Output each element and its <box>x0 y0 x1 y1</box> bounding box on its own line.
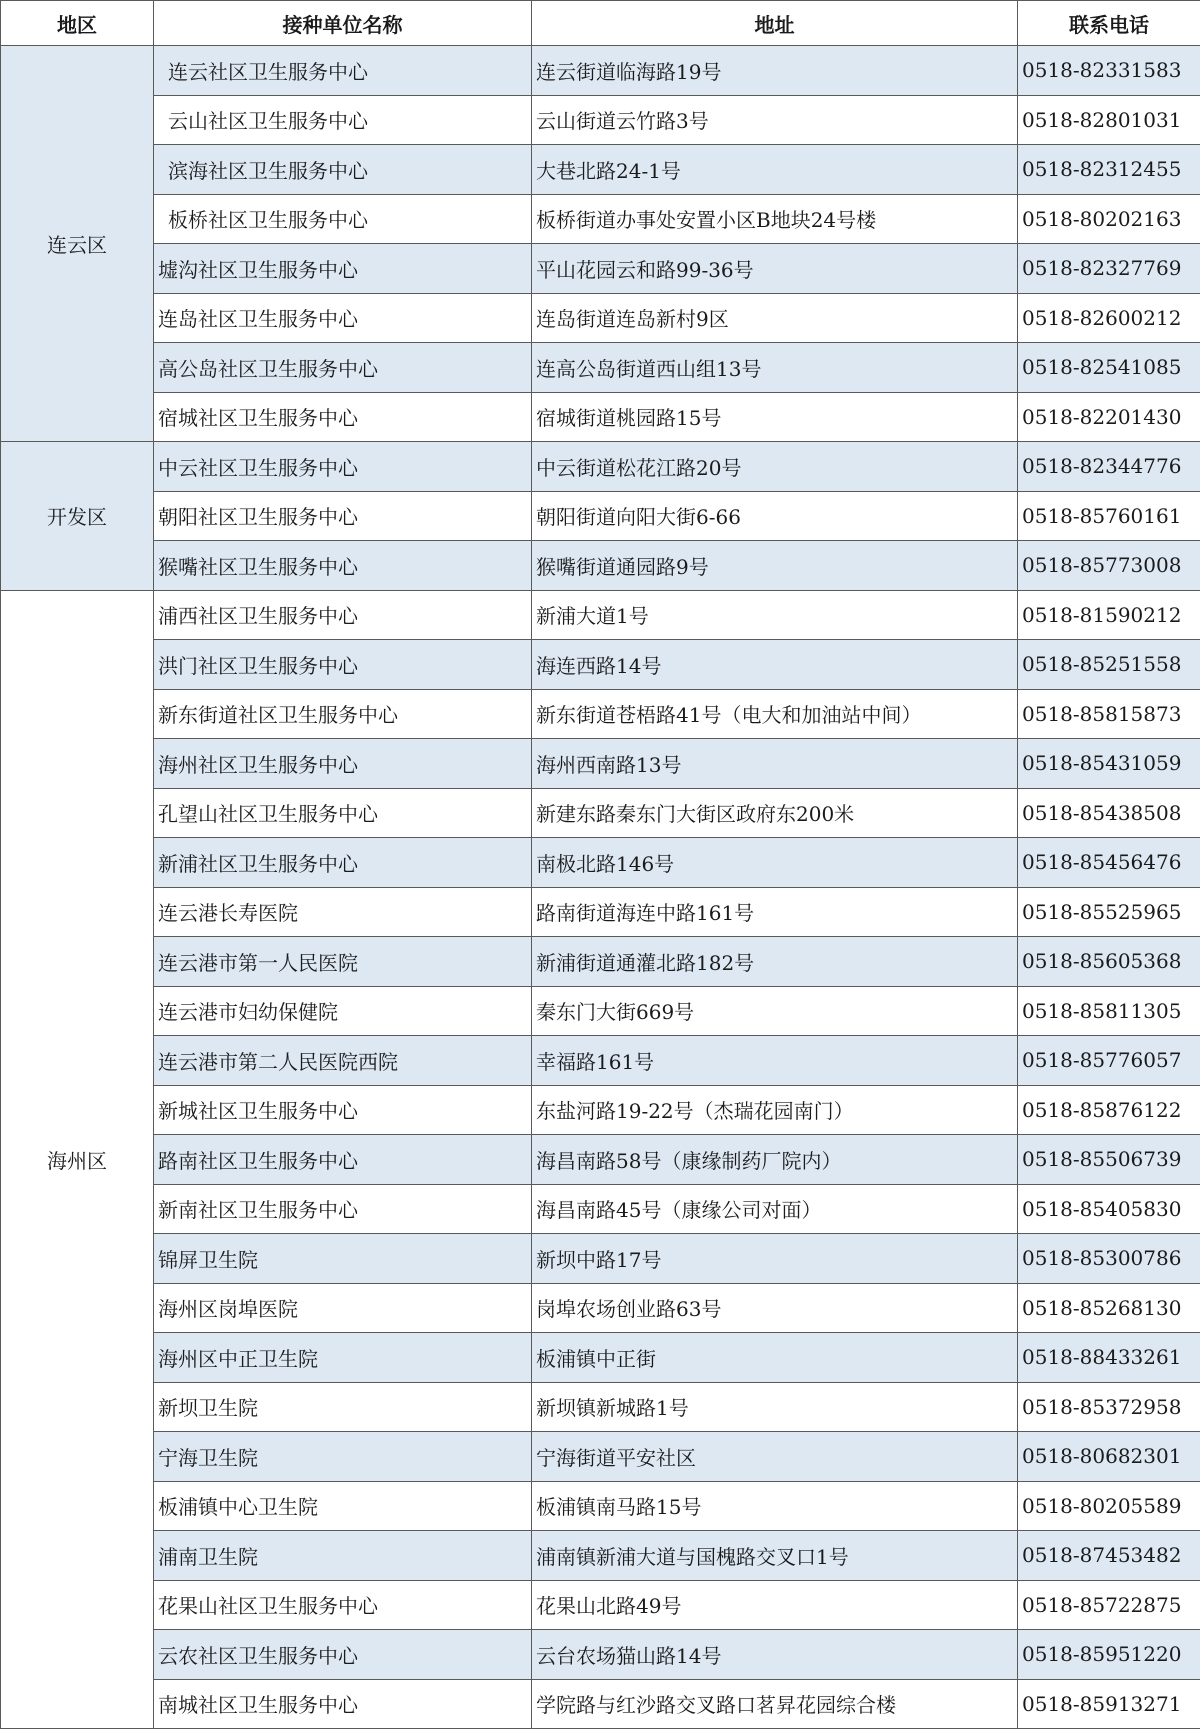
site-name-cell: 连云社区卫生服务中心 <box>154 46 532 96</box>
table-row <box>1 838 1200 888</box>
region-cell: 连云区 <box>1 46 154 442</box>
site-name-cell: 新坝卫生院 <box>154 1382 532 1432</box>
site-name-cell: 宿城社区卫生服务中心 <box>154 392 532 442</box>
phone-cell: 0518-82327769 <box>1018 244 1200 294</box>
phone-cell: 0518-82801031 <box>1018 95 1200 145</box>
table-row <box>1 244 1200 294</box>
table-row <box>1 986 1200 1036</box>
site-name-cell: 板桥社区卫生服务中心 <box>154 194 532 244</box>
region-cell: 海州区 <box>1 590 154 1729</box>
phone-cell: 0518-82312455 <box>1018 145 1200 195</box>
site-name-cell: 朝阳社区卫生服务中心 <box>154 491 532 541</box>
site-name-cell: 连云港长寿医院 <box>154 887 532 937</box>
address-cell: 云台农场猫山路14号 <box>532 1630 1018 1680</box>
address-cell: 新东街道苍梧路41号（电大和加油站中间） <box>532 689 1018 739</box>
table-row <box>1 1333 1200 1383</box>
address-cell: 板浦镇中正街 <box>532 1333 1018 1383</box>
site-name-cell: 板浦镇中心卫生院 <box>154 1481 532 1531</box>
site-name-cell: 新浦社区卫生服务中心 <box>154 838 532 888</box>
phone-cell: 0518-82201430 <box>1018 392 1200 442</box>
phone-cell: 0518-82331583 <box>1018 46 1200 96</box>
table-row <box>1 1036 1200 1086</box>
table-row <box>1 1184 1200 1234</box>
phone-cell: 0518-82541085 <box>1018 343 1200 393</box>
address-cell: 花果山北路49号 <box>532 1580 1018 1630</box>
site-name-cell: 南城社区卫生服务中心 <box>154 1679 532 1729</box>
phone-cell: 0518-85506739 <box>1018 1135 1200 1185</box>
region-cell: 开发区 <box>1 442 154 591</box>
phone-cell: 0518-85372958 <box>1018 1382 1200 1432</box>
table-body <box>1 46 1200 1729</box>
phone-cell: 0518-88433261 <box>1018 1333 1200 1383</box>
address-cell: 云山街道云竹路3号 <box>532 95 1018 145</box>
phone-cell: 0518-85525965 <box>1018 887 1200 937</box>
address-cell: 连岛街道连岛新村9区 <box>532 293 1018 343</box>
address-cell: 板浦镇南马路15号 <box>532 1481 1018 1531</box>
table-row <box>1 590 1200 640</box>
phone-cell: 0518-82600212 <box>1018 293 1200 343</box>
phone-cell: 0518-85405830 <box>1018 1184 1200 1234</box>
phone-cell: 0518-80205589 <box>1018 1481 1200 1531</box>
address-cell: 秦东门大街669号 <box>532 986 1018 1036</box>
site-name-cell: 墟沟社区卫生服务中心 <box>154 244 532 294</box>
table-row <box>1 1085 1200 1135</box>
table-row <box>1 46 1200 96</box>
address-cell: 岗埠农场创业路63号 <box>532 1283 1018 1333</box>
table-row <box>1 689 1200 739</box>
phone-cell: 0518-87453482 <box>1018 1531 1200 1581</box>
address-cell: 浦南镇新浦大道与国槐路交叉口1号 <box>532 1531 1018 1581</box>
address-cell: 海连西路14号 <box>532 640 1018 690</box>
address-cell: 学院路与红沙路交叉路口茗昇花园综合楼 <box>532 1679 1018 1729</box>
site-name-cell: 宁海卫生院 <box>154 1432 532 1482</box>
table-row <box>1 887 1200 937</box>
table-row <box>1 1135 1200 1185</box>
table-row <box>1 293 1200 343</box>
table-row <box>1 1481 1200 1531</box>
table-row <box>1 541 1200 591</box>
table-row <box>1 1283 1200 1333</box>
address-cell: 连云街道临海路19号 <box>532 46 1018 96</box>
address-cell: 连高公岛街道西山组13号 <box>532 343 1018 393</box>
address-cell: 新坝镇新城路1号 <box>532 1382 1018 1432</box>
table-row <box>1 491 1200 541</box>
header-site-name: 接种单位名称 <box>154 1 532 46</box>
address-cell: 平山花园云和路99-36号 <box>532 244 1018 294</box>
table-row <box>1 937 1200 987</box>
site-name-cell: 滨海社区卫生服务中心 <box>154 145 532 195</box>
table-row <box>1 1234 1200 1284</box>
table-row <box>1 1630 1200 1680</box>
phone-cell: 0518-85456476 <box>1018 838 1200 888</box>
site-name-cell: 连云港市妇幼保健院 <box>154 986 532 1036</box>
site-name-cell: 中云社区卫生服务中心 <box>154 442 532 492</box>
table-row <box>1 1580 1200 1630</box>
table-row <box>1 739 1200 789</box>
address-cell: 新坝中路17号 <box>532 1234 1018 1284</box>
phone-cell: 0518-85722875 <box>1018 1580 1200 1630</box>
header-phone: 联系电话 <box>1018 1 1200 46</box>
address-cell: 大巷北路24-1号 <box>532 145 1018 195</box>
site-name-cell: 海州区中正卫生院 <box>154 1333 532 1383</box>
site-name-cell: 海州社区卫生服务中心 <box>154 739 532 789</box>
address-cell: 中云街道松花江路20号 <box>532 442 1018 492</box>
address-cell: 南极北路146号 <box>532 838 1018 888</box>
phone-cell: 0518-80202163 <box>1018 194 1200 244</box>
table-row <box>1 343 1200 393</box>
phone-cell: 0518-85913271 <box>1018 1679 1200 1729</box>
site-name-cell: 连岛社区卫生服务中心 <box>154 293 532 343</box>
address-cell: 新建东路秦东门大街区政府东200米 <box>532 788 1018 838</box>
phone-cell: 0518-85773008 <box>1018 541 1200 591</box>
address-cell: 猴嘴街道通园路9号 <box>532 541 1018 591</box>
address-cell: 朝阳街道向阳大街6-66 <box>532 491 1018 541</box>
table-row <box>1 95 1200 145</box>
table-row <box>1 194 1200 244</box>
site-name-cell: 海州区岗埠医院 <box>154 1283 532 1333</box>
phone-cell: 0518-85438508 <box>1018 788 1200 838</box>
site-name-cell: 新东街道社区卫生服务中心 <box>154 689 532 739</box>
table-row <box>1 1679 1200 1729</box>
site-name-cell: 洪门社区卫生服务中心 <box>154 640 532 690</box>
site-name-cell: 云农社区卫生服务中心 <box>154 1630 532 1680</box>
table-row <box>1 640 1200 690</box>
phone-cell: 0518-85815873 <box>1018 689 1200 739</box>
table-row <box>1 1432 1200 1482</box>
phone-cell: 0518-85876122 <box>1018 1085 1200 1135</box>
table-row <box>1 788 1200 838</box>
site-name-cell: 猴嘴社区卫生服务中心 <box>154 541 532 591</box>
table-row <box>1 392 1200 442</box>
phone-cell: 0518-85951220 <box>1018 1630 1200 1680</box>
site-name-cell: 新城社区卫生服务中心 <box>154 1085 532 1135</box>
table-row <box>1 442 1200 492</box>
table-row <box>1 1382 1200 1432</box>
address-cell: 海昌南路58号（康缘制药厂院内） <box>532 1135 1018 1185</box>
site-name-cell: 浦南卫生院 <box>154 1531 532 1581</box>
phone-cell: 0518-85605368 <box>1018 937 1200 987</box>
phone-cell: 0518-85776057 <box>1018 1036 1200 1086</box>
phone-cell: 0518-82344776 <box>1018 442 1200 492</box>
table-header <box>1 1 1200 46</box>
phone-cell: 0518-85431059 <box>1018 739 1200 789</box>
table-row <box>1 1531 1200 1581</box>
header-region: 地区 <box>1 1 154 46</box>
address-cell: 海州西南路13号 <box>532 739 1018 789</box>
address-cell: 宿城街道桃园路15号 <box>532 392 1018 442</box>
header-address: 地址 <box>532 1 1018 46</box>
address-cell: 幸福路161号 <box>532 1036 1018 1086</box>
address-cell: 宁海街道平安社区 <box>532 1432 1018 1482</box>
phone-cell: 0518-81590212 <box>1018 590 1200 640</box>
phone-cell: 0518-85251558 <box>1018 640 1200 690</box>
phone-cell: 0518-85300786 <box>1018 1234 1200 1284</box>
header-row <box>1 1 1200 46</box>
phone-cell: 0518-85811305 <box>1018 986 1200 1036</box>
site-name-cell: 花果山社区卫生服务中心 <box>154 1580 532 1630</box>
site-name-cell: 路南社区卫生服务中心 <box>154 1135 532 1185</box>
site-name-cell: 连云港市第二人民医院西院 <box>154 1036 532 1086</box>
phone-cell: 0518-85760161 <box>1018 491 1200 541</box>
address-cell: 东盐河路19-22号（杰瑞花园南门） <box>532 1085 1018 1135</box>
phone-cell: 0518-85268130 <box>1018 1283 1200 1333</box>
address-cell: 新浦街道通灌北路182号 <box>532 937 1018 987</box>
table-row <box>1 145 1200 195</box>
site-name-cell: 新南社区卫生服务中心 <box>154 1184 532 1234</box>
site-name-cell: 孔望山社区卫生服务中心 <box>154 788 532 838</box>
phone-cell: 0518-80682301 <box>1018 1432 1200 1482</box>
site-name-cell: 锦屏卫生院 <box>154 1234 532 1284</box>
site-name-cell: 云山社区卫生服务中心 <box>154 95 532 145</box>
site-name-cell: 连云港市第一人民医院 <box>154 937 532 987</box>
address-cell: 海昌南路45号（康缘公司对面） <box>532 1184 1018 1234</box>
address-cell: 新浦大道1号 <box>532 590 1018 640</box>
site-name-cell: 高公岛社区卫生服务中心 <box>154 343 532 393</box>
address-cell: 板桥街道办事处安置小区B地块24号楼 <box>532 194 1018 244</box>
address-cell: 路南街道海连中路161号 <box>532 887 1018 937</box>
site-name-cell: 浦西社区卫生服务中心 <box>154 590 532 640</box>
